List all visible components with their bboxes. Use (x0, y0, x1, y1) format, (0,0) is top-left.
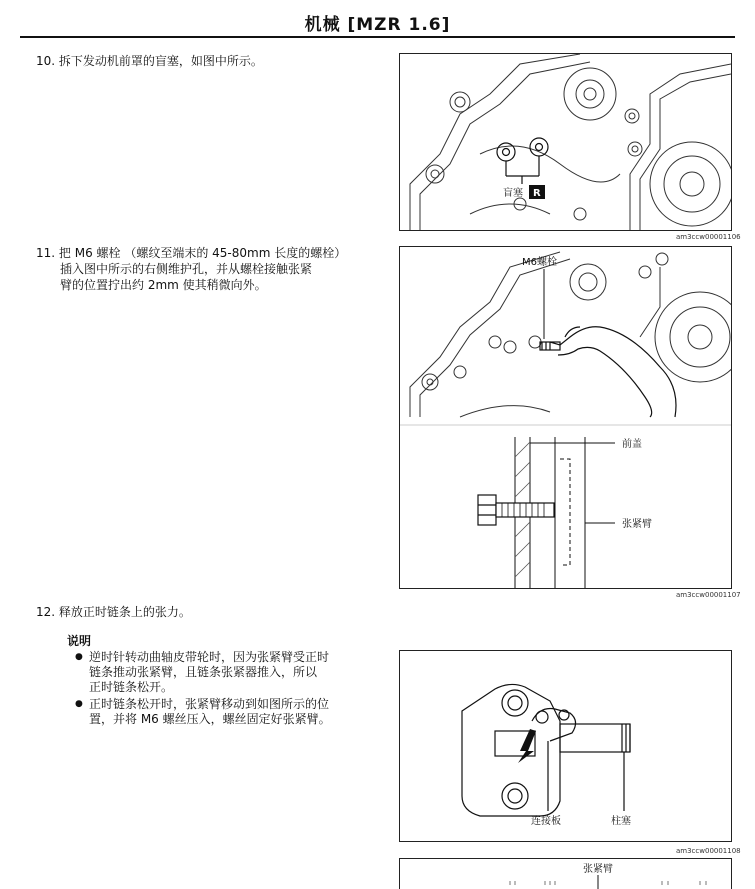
step-11-line-3: 臂的位置拧出约 2mm 使其稍微向外。 (60, 278, 267, 292)
page-title: 机械 [MZR 1.6] (304, 15, 451, 35)
blind-plug-label: 盲塞 (503, 188, 523, 199)
blind-plug-circles (497, 138, 548, 184)
tensioner-arm-partial-drawing (400, 859, 731, 889)
m6-bolt-label: M6螺栓 (522, 257, 557, 268)
r-badge-text: R (533, 188, 541, 199)
step-11-line-1: 11. 把 M6 螺栓 （螺纹至端末的 45-80mm 长度的螺栓） (36, 246, 347, 260)
plunger-label: 柱塞 (611, 816, 631, 827)
link-plate-label: 连接板 (531, 816, 561, 827)
step-10-text: 10. 拆下发动机前罩的盲塞，如图中所示。 (36, 54, 263, 68)
figure-code-1: am3ccw00001106 (676, 233, 741, 241)
step-12-text: 12. 释放正时链条上的张力。 (36, 605, 191, 619)
m6-bolt-drawing (400, 247, 731, 588)
figure-code-3: am3ccw00001108 (676, 847, 741, 855)
arrow-icon (518, 729, 536, 763)
note-heading: 说明 (67, 634, 92, 648)
tensioner-arm-label-2: 张紧臂 (583, 864, 613, 875)
tensioner-arm-label: 张紧臂 (622, 519, 652, 530)
figure-tensioner-arm-partial (399, 858, 732, 889)
note-bullet-list (73, 650, 393, 729)
figure-m6-bolt (399, 246, 732, 589)
page-header (0, 0, 755, 40)
step-11-text (36, 245, 346, 293)
figure-tensioner (399, 650, 732, 842)
engine-front-cover-drawing (400, 54, 731, 230)
note-bullet-1: ● 逆时针转动曲轴皮带轮时，因为张紧臂受正时 链条推动张紧臂，且链条张紧器推入，所以 正时链条松开。 (73, 650, 393, 695)
figure-blind-plug (399, 53, 732, 231)
front-cover-label: 前盖 (622, 439, 642, 450)
cross-section-diagram (400, 425, 731, 588)
figure-code-2: am3ccw00001107 (676, 591, 741, 599)
header-divider (20, 36, 735, 38)
note-bullet-2: ● 正时链条松开时，张紧臂移动到如图所示的位 置，并将 M6 螺丝压入，螺丝固定好张紧臂。 (73, 697, 393, 727)
tensioner-drawing (400, 651, 731, 841)
step-11-line-2: 插入图中所示的右侧维护孔，并从螺栓接触张紧 (60, 262, 313, 276)
